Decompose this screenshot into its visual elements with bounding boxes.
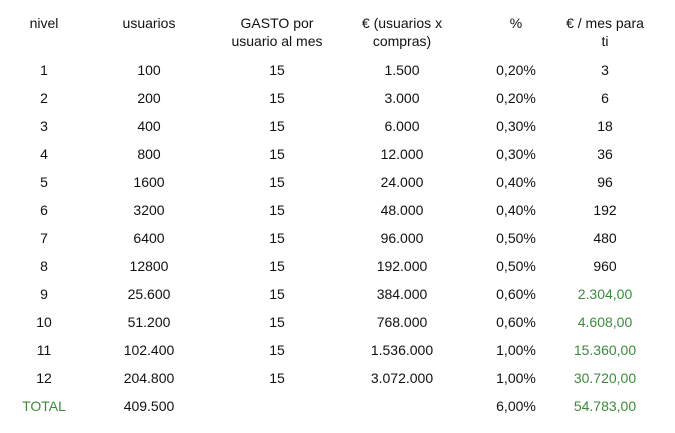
cell-percent: 0,50% — [496, 258, 536, 274]
cell-usuarios: 6400 — [133, 230, 165, 246]
cell-usuarios: 12800 — [129, 258, 169, 274]
cell-gasto: 15 — [269, 90, 285, 106]
total-percent: 6,00% — [496, 398, 536, 414]
cell-nivel: 8 — [40, 258, 48, 274]
cell-mes: 480 — [593, 230, 617, 246]
cell-gasto: 15 — [269, 118, 285, 134]
cell-gasto: 15 — [269, 370, 285, 386]
cell-gasto: 15 — [269, 314, 285, 330]
total-mes: 54.783,00 — [573, 398, 637, 414]
cell-euros: 3.072.000 — [370, 370, 434, 386]
cell-nivel: 3 — [40, 118, 48, 134]
cell-percent: 0,60% — [496, 286, 536, 302]
cell-usuarios: 25.600 — [127, 286, 171, 302]
header-line: ti — [601, 33, 609, 49]
header-line: compras) — [372, 33, 432, 49]
cell-usuarios: 1600 — [133, 174, 165, 190]
cell-euros: 3.000 — [384, 90, 420, 106]
cell-gasto: 15 — [269, 286, 285, 302]
header-euros — [347, 14, 457, 50]
cell-mes: 4.608,00 — [577, 314, 633, 330]
total-usuarios: 409.500 — [123, 398, 175, 414]
cell-mes: 18 — [597, 118, 613, 134]
cell-percent: 0,20% — [496, 62, 536, 78]
header-line: € (usuarios x — [361, 15, 443, 31]
cell-usuarios: 200 — [137, 90, 161, 106]
cell-percent: 0,30% — [496, 146, 536, 162]
cell-mes: 15.360,00 — [573, 342, 637, 358]
cell-mes: 96 — [597, 174, 613, 190]
cell-usuarios: 400 — [137, 118, 161, 134]
cell-nivel: 2 — [40, 90, 48, 106]
cell-percent: 0,40% — [496, 174, 536, 190]
total-euros — [347, 397, 457, 415]
cell-percent: 1,00% — [496, 370, 536, 386]
cell-mes: 30.720,00 — [573, 370, 637, 386]
header-nivel — [12, 14, 76, 32]
cell-nivel: 10 — [36, 314, 52, 330]
cell-usuarios: 3200 — [133, 202, 165, 218]
cell-percent: 1,00% — [496, 342, 536, 358]
cell-euros: 12.000 — [380, 146, 424, 162]
cell-gasto: 15 — [269, 342, 285, 358]
cell-gasto: 15 — [269, 230, 285, 246]
cell-usuarios: 204.800 — [123, 370, 175, 386]
cell-usuarios: 102.400 — [123, 342, 175, 358]
cell-mes: 192 — [593, 202, 617, 218]
cell-percent: 0,60% — [496, 314, 536, 330]
cell-nivel: 1 — [40, 62, 48, 78]
header-line: GASTO por — [240, 15, 314, 31]
cell-nivel: 11 — [36, 342, 52, 358]
cell-euros: 192.000 — [376, 258, 428, 274]
cell-percent: 0,40% — [496, 202, 536, 218]
header-usuarios — [111, 14, 187, 32]
cell-percent: 0,20% — [496, 90, 536, 106]
cell-nivel: 9 — [40, 286, 48, 302]
cell-euros: 6.000 — [384, 118, 420, 134]
cell-mes: 6 — [601, 90, 609, 106]
cell-mes: 36 — [597, 146, 613, 162]
header-line: usuarios — [122, 15, 176, 31]
cell-nivel: 5 — [40, 174, 48, 190]
header-percent — [482, 14, 550, 32]
header-gasto — [212, 14, 342, 50]
total-gasto — [222, 397, 332, 415]
cell-mes: 2.304,00 — [577, 286, 633, 302]
cell-euros: 24.000 — [380, 174, 424, 190]
cell-usuarios: 51.200 — [127, 314, 171, 330]
cell-gasto: 15 — [269, 202, 285, 218]
header-line: usuario al mes — [231, 33, 323, 49]
cell-nivel: 12 — [36, 370, 52, 386]
header-line: nivel — [29, 15, 59, 31]
cell-gasto: 15 — [269, 174, 285, 190]
cell-usuarios: 100 — [137, 62, 161, 78]
cell-euros: 1.536.000 — [370, 342, 434, 358]
cell-nivel: 7 — [40, 230, 48, 246]
cell-percent: 0,50% — [496, 230, 536, 246]
header-mes — [560, 14, 650, 50]
cell-gasto: 15 — [269, 258, 285, 274]
header-line: € / mes para — [566, 15, 644, 31]
total-label: TOTAL — [22, 398, 66, 414]
cell-euros: 1.500 — [384, 62, 420, 78]
header-line: % — [509, 15, 523, 31]
cell-gasto: 15 — [269, 146, 285, 162]
cell-euros: 48.000 — [380, 202, 424, 218]
cell-nivel: 4 — [40, 146, 48, 162]
cell-mes: 960 — [593, 258, 617, 274]
cell-gasto: 15 — [269, 62, 285, 78]
cell-nivel: 6 — [40, 202, 48, 218]
cell-euros: 96.000 — [380, 230, 424, 246]
cell-euros: 384.000 — [376, 286, 428, 302]
cell-usuarios: 800 — [137, 146, 161, 162]
cell-euros: 768.000 — [376, 314, 428, 330]
cell-percent: 0,30% — [496, 118, 536, 134]
cell-mes: 3 — [601, 62, 609, 78]
